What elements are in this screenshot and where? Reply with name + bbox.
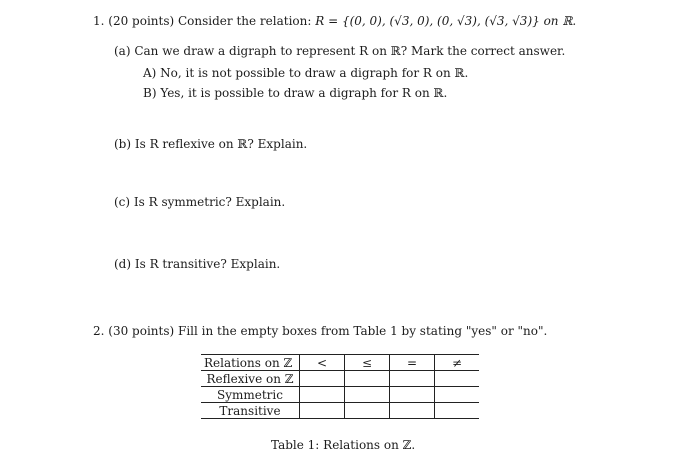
table-cell[interactable] (390, 387, 435, 403)
relations-table (201, 354, 479, 419)
q1d-prompt: (d) Is R transitive? Explain. (114, 257, 281, 271)
table-cell[interactable] (345, 371, 390, 387)
row-label-reflexive: Reflexive on ℤ (201, 371, 300, 387)
q1-number: 1. (93, 14, 105, 28)
table-cell[interactable] (345, 387, 390, 403)
table-cell[interactable] (345, 403, 390, 419)
table-header-le: ≤ (345, 355, 390, 371)
q2-text: (30 points) Fill in the empty boxes from Table 1 by stating "yes" or "no". (108, 324, 548, 338)
table-header-row (201, 355, 479, 371)
table-row (201, 371, 479, 387)
table-header-relations: Relations on ℤ (201, 355, 300, 371)
table-header-ne: ≠ (435, 355, 480, 371)
table-header-lt: < (300, 355, 345, 371)
table-cell[interactable] (300, 403, 345, 419)
q1b-prompt: (b) Is R reflexive on ℝ? Explain. (114, 137, 308, 151)
table-cell[interactable] (390, 371, 435, 387)
row-label-symmetric: Symmetric (201, 387, 300, 403)
q1-lead: (20 points) Consider the relation: (108, 14, 312, 28)
table-cell[interactable] (390, 403, 435, 419)
table-row (201, 403, 479, 419)
table-caption: Table 1: Relations on ℤ. (271, 438, 416, 452)
table-cell[interactable] (435, 371, 480, 387)
table-cell[interactable] (300, 387, 345, 403)
table-cell[interactable] (435, 403, 480, 419)
q1a-option-a: A) No, it is not possible to draw a digraph for R on ℝ. (143, 66, 469, 80)
q1c-prompt: (c) Is R symmetric? Explain. (114, 195, 286, 209)
table-cell[interactable] (435, 387, 480, 403)
row-label-transitive: Transitive (201, 403, 300, 419)
q1a-prompt: (a) Can we draw a digraph to represent R on ℝ? Mark the correct answer. (114, 44, 566, 58)
q2-number: 2. (93, 324, 105, 338)
q2-heading (93, 324, 547, 338)
table-cell[interactable] (300, 371, 345, 387)
q1-heading (93, 14, 576, 28)
q1-relation: R = {(0, 0), (√3, 0), (0, √3), (√3, √3)} on ℝ. (315, 14, 577, 28)
q1a-option-b: B) Yes, it is possible to draw a digraph for R on ℝ. (143, 86, 448, 100)
table-header-eq: = (390, 355, 435, 371)
table-row (201, 387, 479, 403)
